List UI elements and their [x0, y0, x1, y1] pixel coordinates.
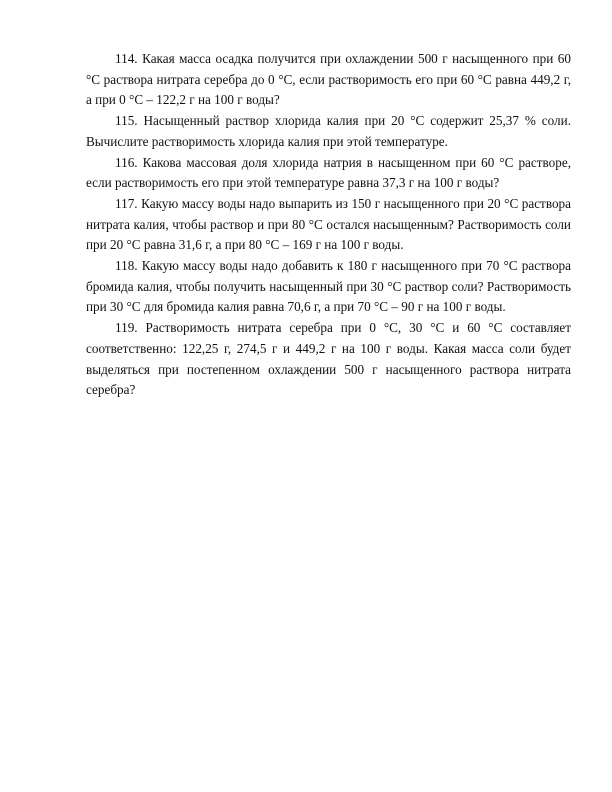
problem-114: 114. Какая масса осадка получится при охлаждении 500 г насыщенного при 60 °С раствора нитрата серебра до 0 °С, если растворимость его при 60 °С равна 449,2 г, а при 0 °С – 122,2 г на 100 г воды?	[86, 51, 571, 108]
problem-118: 118. Какую массу воды надо добавить к 180 г насыщенного при 70 °С раствора бромида калия, чтобы получить насыщенный при 30 °С раствор соли? Растворимость при 30 °С для бромида калия равна 70,6 г, а при 70 °С – 90 г на 100 г воды.	[86, 258, 571, 315]
problem-117: 117. Какую массу воды надо выпарить из 150 г насыщенного при 20 °С раствора нитрата калия, чтобы раствор и при 80 °С остался насыщенным? Растворимость соли при 20 °С равна 31,6 г, а при 80 °С – 169 г на 100 г воды.	[86, 195, 571, 253]
problem-119: 119. Растворимость нитрата серебра при 0 °С, 30 °С и 60 °С составляет соответственно: 122,25 г, 274,5 г и 449,2 г на 100 г воды. Какая масса соли будет выделяться при постепенном охлаждении 500 г насыщенного раствора нитрата серебра?	[86, 320, 571, 398]
document-page	[86, 49, 571, 401]
problem-115: 115. Насыщенный раствор хлорида калия при 20 °С содержит 25,37 % соли. Вычислите растворимость хлорида калия при этой температуре.	[86, 113, 571, 149]
problem-116: 116. Какова массовая доля хлорида натрия в насыщенном при 60 °С растворе, если растворимость его при этой температуре равна 37,3 г на 100 г воды?	[86, 154, 571, 191]
